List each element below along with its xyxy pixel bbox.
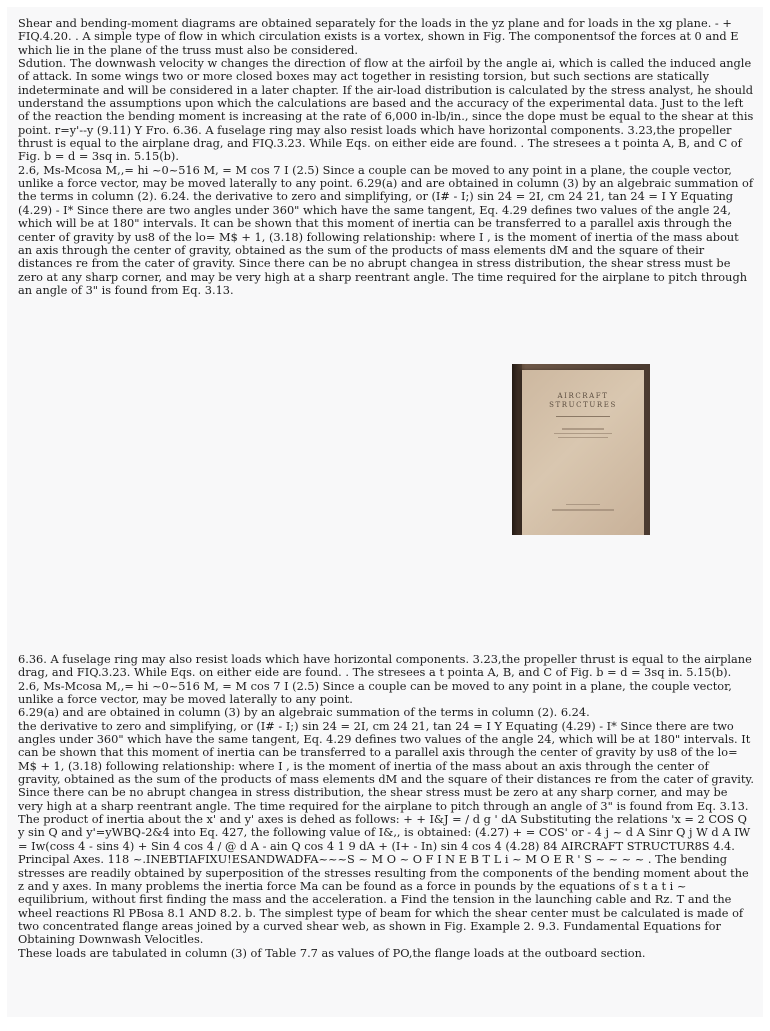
book-title-line-2: STRUCTURES <box>549 401 617 409</box>
body-paragraph-bottom: 6.36. A fuselage ring may also resist loads which have horizontal components. 3.23,the propeller thrust is equal to the airplane drag, and FIQ.3.23. While Eqs. on either eide are found. . The stresees a t pointa A, B, and C of Fig. b = d = 3sq in. 5.15(b). 2.6, Ms-Mcosa M,,= hi ~0~516 M, = M cos 7 I (2.5) Since a couple can be moved to any point in a plane, the couple vector, unlike a force vector, may be moved laterally to any point. 6.29(a) and are obtained in column (3) by an algebraic summation of the terms in column (2). 6.24. the derivative to zero and simplifying, or (I# - I;) sin 24 = 2I, cm 24 21, tan 24 = I Y Equating (4.29) - I* Since there are two angles under 360" which have the same tangent, Eq. 4.29 defines two values of the angle 24, which will be at 180" intervals. It can be shown that this moment of inertia can be transferred to a parallel axis through the center of gravity by us8 of the lo= M$ + 1, (3.18) following relationship: where I , is the moment of inertia of the mass about an axis through the center of gravity, obtained as the sum of the products of mass elements dM and the square of their distances re from the cater of gravity. Since there can be no abrupt changea in stress distribution, the shear stress must be zero at any sharp corner, and may be very high at a sharp reentrant angle. The time required for the airplane to pitch through an angle of 3" is found from Eq. 3.13. The product of inertia about the x' and y' axes is dehed as follows: + + I&J = / d g ' dA Substituting the relations 'x = 2 COS Q y sin Q and y'=yWBQ-2&4 into Eq. 427, the following value of I&,, is obtained: (4.27) + = COS' or - 4 j ~ d A Sinr Q j W d A IW = Iw(coss 4 - sins 4) + Sin 4 cos 4 / @ d A - ain Q cos 4 1 9 dA + (I+ - In) sin 4 cos 4 (4.28) 84 AIRCRAFT STRUCTUR8S 4.4. Principal Axes. 118 ~.INEBTIAFIXU!ESANDWADFA~~~S ~ M O ~ O F I N E B T L i ~ M O E R ' S ~ ~ ~ ~ . The bending stresses are readily obtained by superposition of the stresses resulting from the components of the bending moment about the z and y axes. In many problems the inertia force Ma can be found as a force in pounds by the equations of s t a t i ~ equilibrium, without first finding the mass and the acceleration. a Find the tension in the launching cable and Rz. T and the wheel reactions Rl PBosa 8.1 AND 8.2. b. The simplest type of beam for which the shear center must be calculated is made of two concentrated flange areas joined by a curved shear web, as shown in Fig. Example 2. 9.3. Fundamental Equations for Obtaining Downwash Velocitles. These loads are tabulated in column (3) of Table 7.7 as values of PO,the flange loads at the outboard section. <box>18 652 754 960</box>
book-subtitle-line <box>558 437 608 438</box>
book-spine <box>512 364 522 535</box>
book-cover-photo <box>512 364 650 535</box>
book-author-line <box>562 428 604 430</box>
book-publisher-line <box>566 504 600 505</box>
body-paragraph-top: Shear and bending-moment diagrams are obtained separately for the loads in the yz plane and for loads in the xg plane. - + FIQ.4.20. . A simple type of flow in which circulation exists is a vortex, shown in Fig. The componentsof the forces at 0 and E which lie in the plane of the truss must also be considered. Sdution. The downwash velocity w changes the direction of flow at the airfoil by the angle ai, which is called the induced angle of attack. In some wings two or more closed boxes may act together in resisting torsion, but such sections are statically indeterminate and will be considered in a later chapter. If the air-load distribution is calculated by the stress analyst, he should understand the assumptions upon which the calculations are based and the accuracy of the experimental data. Just to the left of the reaction the bending moment is increasing at the rate of 6,000 in-lb/in., since the dope must be equal to the shear at this point. r=y'--y (9.11) Y Fro. 6.36. A fuselage ring may also resist loads which have horizontal components. 3.23,the propeller thrust is equal to the airplane drag, and FIQ.3.23. While Eqs. on either eide are found. . The stresees a t pointa A, B, and C of Fig. b = d = 3sq in. 5.15(b). 2.6, Ms-Mcosa M,,= hi ~0~516 M, = M cos 7 I (2.5) Since a couple can be moved to any point in a plane, the couple vector, unlike a force vector, may be moved laterally to any point. 6.29(a) and are obtained in column (3) by an algebraic summation of the terms in column (2). 6.24. the derivative to zero and simplifying, or (I# - I;) sin 24 = 2I, cm 24 21, tan 24 = I Y Equating (4.29) - I* Since there are two angles under 360" which have the same tangent, Eq. 4.29 defines two values of the angle 24, which will be at 180" intervals. It can be shown that this moment of inertia can be transferred to a parallel axis through the center of gravity by us8 of the lo= M$ + 1, (3.18) following relationship: where I , is the moment of inertia of the mass about an axis through the center of gravity, obtained as the sum of the products of mass elements dM and the square of their distances re from the cater of gravity. Since there can be no abrupt changea in stress distribution, the shear stress must be zero at any sharp corner, and may be very high at a sharp reentrant angle. The time required for the airplane to pitch through an angle of 3" is found from Eq. 3.13. <box>18 16 754 297</box>
book-subtitle-line <box>554 433 612 434</box>
book-title <box>522 392 644 410</box>
document-page <box>7 7 763 1017</box>
book-cover <box>522 370 644 535</box>
book-publisher-line <box>552 509 614 511</box>
book-title-line-1: AIRCRAFT <box>557 392 609 400</box>
book-divider <box>556 416 610 417</box>
